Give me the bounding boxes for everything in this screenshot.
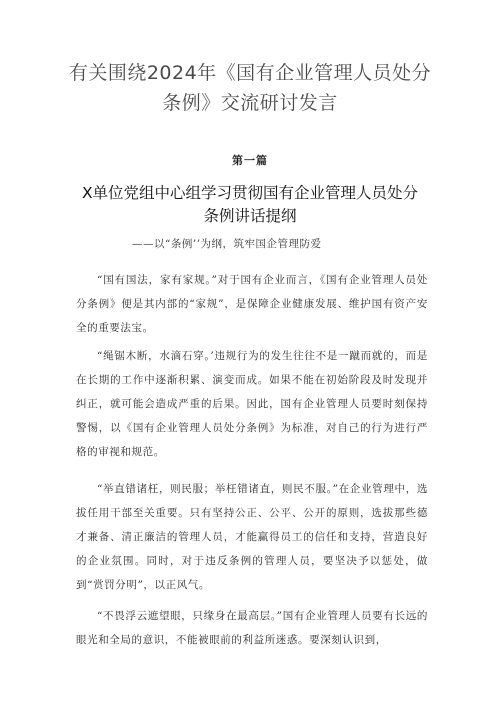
section-label: 第一篇 [232,154,268,167]
paragraph: “举直错诸枉，则民服；举枉错诸直，则民不服。”在企业管理中，选拔任用干部至关重要。只有坚持公正、公平、公开的原则，选拔那些德才兼备、清正廉洁的管理人员，才能赢得员工的信任和支持，营造良好的企业氛围。同时，对于违反条例的管理人员，要坚决予以惩处，做到“赏罚分明”，以正风气。 [76,483,428,591]
article-heading: X单位党组中心组学习贯彻国有企业管理人员处分条例讲话提纲 [81,184,419,225]
paragraph: “国有国法，家有家规。”对于国有企业而言，《国有企业管理人员处分条例》便是其内部的“家规”，是保障企业健康发展、维护国有资产安全的重要法宝。 [76,274,428,334]
paragraph: “不畏浮云遮望眼，只缘身在最高层。”国有企业管理人员要有长远的眼光和全局的意识，不能被眼前的利益所迷惑。要深刻认识到， [76,610,428,646]
paragraph: “绳锯木断，水滴石穿。’违规行为的发生往往不是一蹴而就的，而是在长期的工作中逐渐积累、演变而成。如果不能在初始阶段及时发现并纠正，就可能会造成严重的后果。因此，国有企业管理人员要时刻保持警惕，以《国有企业管理人员处分条例》为标准，对自己的行为进行严格的审视和规范。 [76,350,428,458]
article-subtitle: ——以“条例’’为纲，筑牢国企管理防爱 [132,238,322,250]
document-title: 有关围绕2024年《国有企业管理人员处分条例》交流研讨发言 [68,62,432,114]
